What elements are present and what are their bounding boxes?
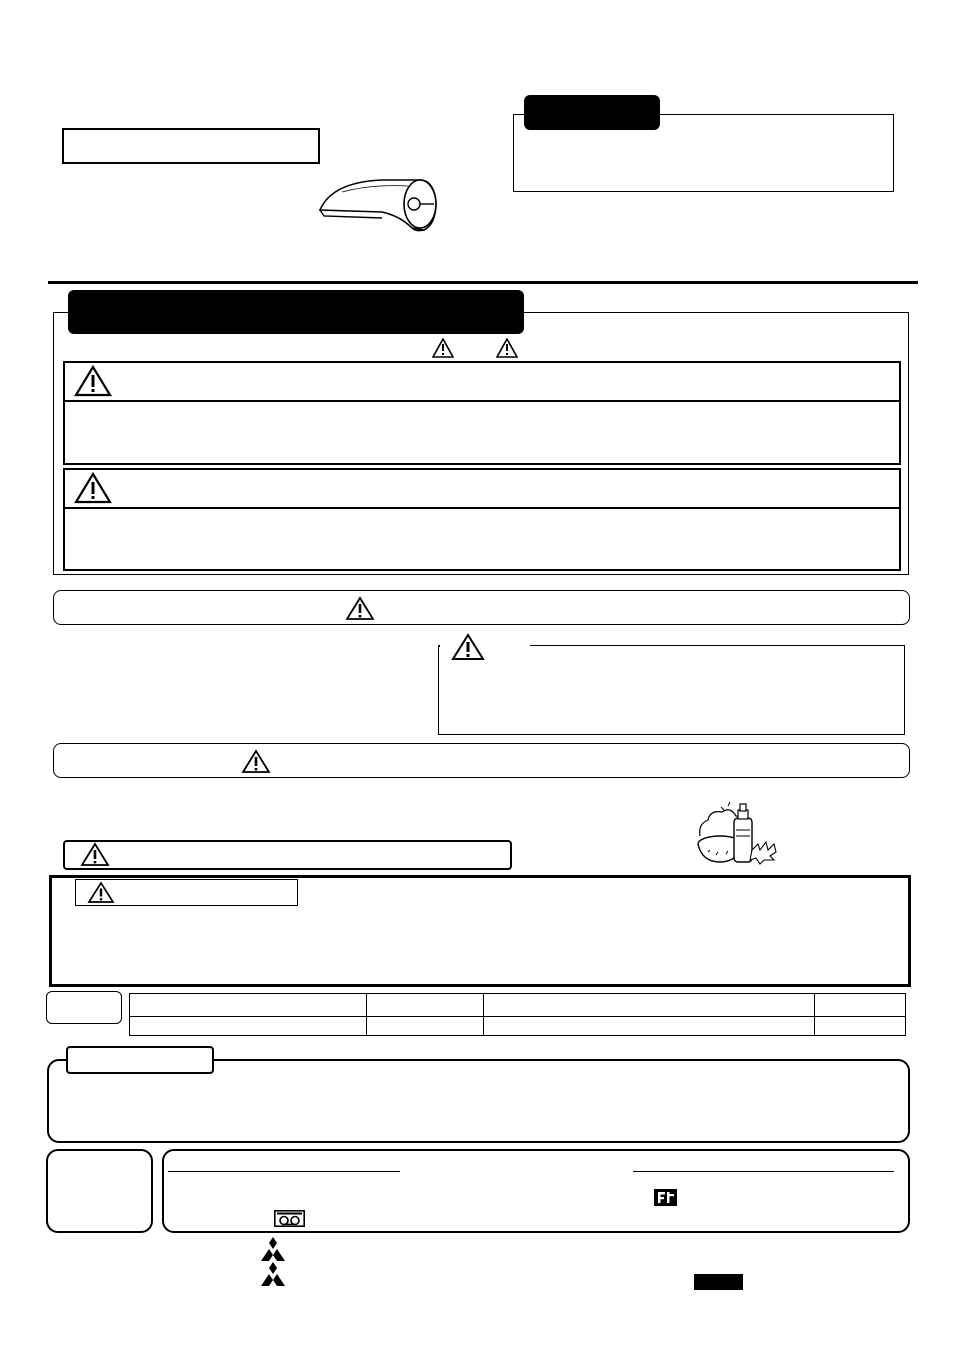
- warning-icon: [241, 749, 271, 774]
- contact-underline: [633, 1171, 894, 1172]
- table-cell: [815, 1017, 906, 1036]
- product-illustration: [312, 172, 442, 234]
- safety-title-bar: [68, 290, 524, 334]
- table-cell: [815, 994, 906, 1017]
- table-row: [130, 1017, 906, 1036]
- brand-logo: [259, 1262, 287, 1286]
- free-dial-icon: [274, 1210, 305, 1227]
- caution-block: [63, 468, 901, 571]
- table-cell: [367, 994, 484, 1017]
- table-cell: [484, 994, 815, 1017]
- usage-caution-bar: [53, 743, 910, 778]
- model-name-box: [62, 128, 320, 164]
- side-caution-top-line: [530, 645, 905, 646]
- maintenance-caution-label: [63, 840, 512, 870]
- side-caution-box: [438, 645, 905, 735]
- fixed-phone-icon: [654, 1189, 677, 1206]
- warning-block: [63, 361, 901, 465]
- caution-icon: [74, 472, 112, 504]
- table-cell: [484, 1017, 815, 1036]
- table-row: [130, 994, 906, 1017]
- contact-label-box: [46, 1149, 153, 1233]
- warning-icon: [87, 881, 115, 904]
- caution-icon: [451, 633, 485, 661]
- installation-caution-bar: [53, 590, 910, 625]
- brand-logo: [259, 1237, 287, 1261]
- spec-label-box: [46, 991, 122, 1024]
- warning-icon: [80, 842, 110, 867]
- side-caution-top-line: [438, 645, 440, 647]
- service-section-tab: [66, 1046, 214, 1074]
- table-cell: [130, 994, 367, 1017]
- table-cell: [130, 1017, 367, 1036]
- warning-icon: [432, 338, 454, 358]
- contact-underline: [168, 1171, 400, 1172]
- document-code-badge: [694, 1274, 743, 1290]
- spec-table: [129, 993, 906, 1036]
- caution-block-divider: [63, 507, 901, 509]
- warning-icon: [74, 365, 112, 397]
- caution-icon: [496, 338, 518, 358]
- warning-icon: [345, 596, 375, 621]
- warning-block-divider: [63, 400, 901, 402]
- table-cell: [367, 1017, 484, 1036]
- notice-tab: [524, 95, 660, 130]
- header-divider: [48, 281, 918, 284]
- cleaning-illustration: [694, 800, 784, 868]
